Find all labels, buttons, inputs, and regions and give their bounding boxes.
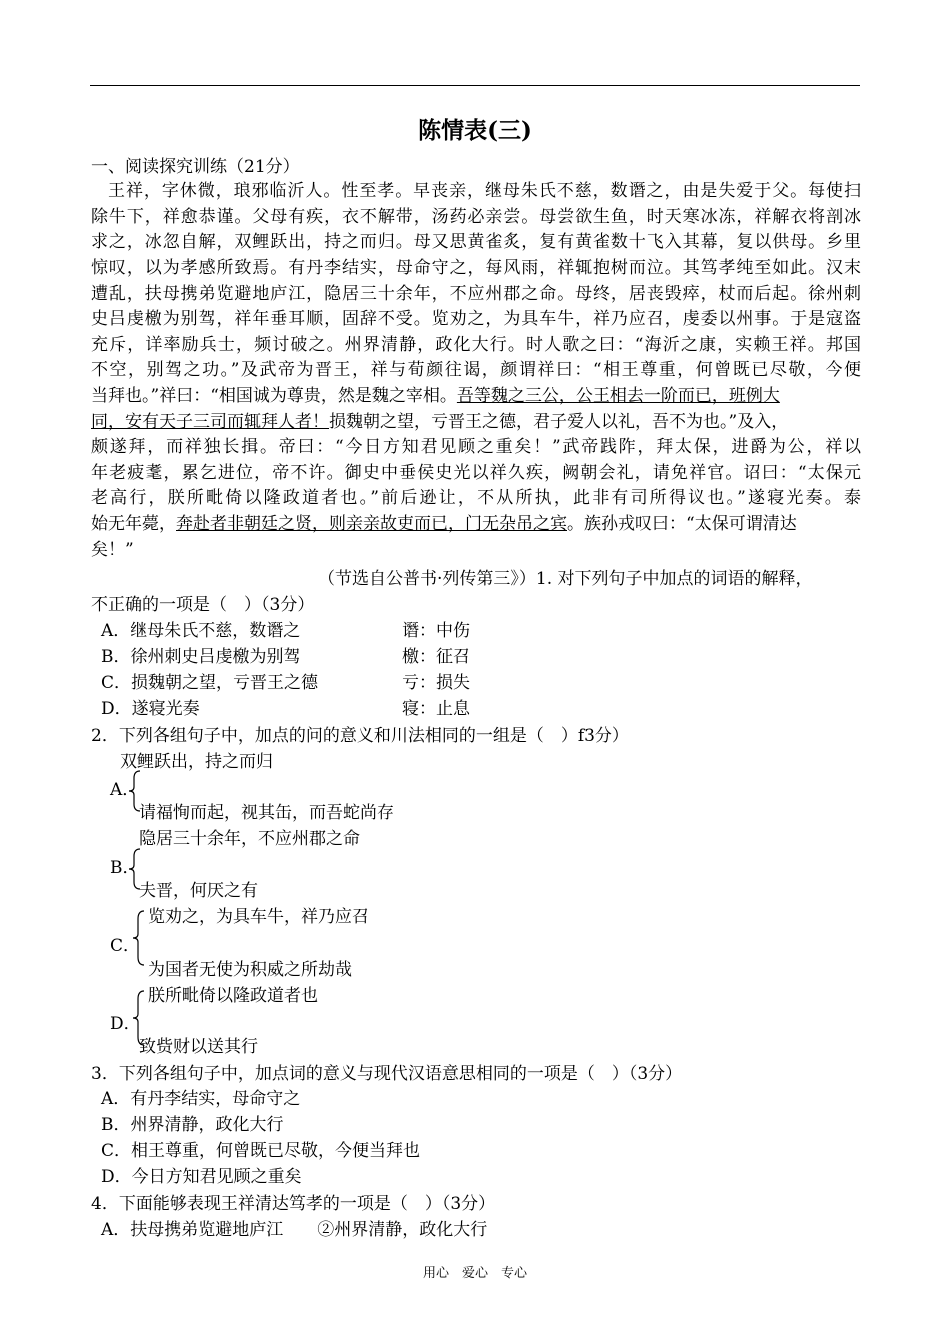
q1-option-c: C．损魏朝之望，亏晋王之德 [101,673,319,693]
q1-gloss-a: 谮：中伤 [402,621,470,641]
passage-line: 颇遂拜，而祥独长揖。帝曰：“今日方知君见顾之重矣！”武帝践阼，拜太保，进爵为公，祥以 [91,437,861,457]
q1-option-d: D．遂寝光奏 [101,699,200,719]
q2-d-bottom: 致赀财以送其行 [139,1037,258,1057]
passage-line: 老高行，朕所毗倚以隆政道者也。”前后逊让，不从所执，此非有司所得议也。”遂寝光奏。泰 [91,488,861,508]
passage-line: 惊叹，以为孝感所致焉。有丹李结实，母命守之，每风雨，祥辄抱树而泣。其笃孝纯至如此。汉末 [91,258,861,278]
q3-option-c: C．相王尊重，何曾既已尽敬，今便当拜也 [101,1141,421,1161]
passage-text: 损魏朝之望，亏晋王之德，君子爱人以礼，吾不为也。”及入， [329,412,789,432]
q1-gloss-b: 檄：征召 [402,647,470,667]
q4-option-a: A．扶母携弟览避地庐江 ②州界清静，政化大行 [101,1220,488,1240]
q2-a-label: A． [110,780,140,800]
passage-line: 除牛下，祥愈恭谨。父母有疾，衣不解带，汤药必亲尝。母尝欲生鱼，时天寒冰冻，祥解衣将剖冰 [91,207,861,227]
q2-c-label: C． [110,936,141,956]
page-footer: 用心 爱心 专心 [422,1266,527,1281]
passage-line: 求之，冰忽自解，双鲤跃出，持之而归。母又思黄雀炙，复有黄雀数十飞入其幕，复以供母。乡里 [91,232,861,252]
q2-b-bottom: 夫晋，何厌之有 [139,881,258,901]
q2-c-top: 览劝之，为具车牛，祥乃应召 [148,907,369,927]
q2-b-top: 隐居三十余年，不应州郡之命 [139,829,360,849]
passage-line: 遭乱，扶母携弟览避地庐江，隐居三十余年，不应州郡之命。母终，居丧毁瘁，杖而后起。徐州刺 [91,284,861,304]
q1-option-b: B．徐州刺史吕虔檄为别驾 [101,647,301,667]
q1-stem-cont: 不正确的一项是（ ）（3分） [91,595,315,615]
passage-line [91,512,797,536]
q3-option-d: D．今日方知君见顾之重矣 [101,1167,302,1187]
passage-text: 。族孙戎叹曰：“太保可谓清达 [567,514,797,534]
passage-line [91,410,788,434]
q2-a-bottom: 请福恂而起，视其缶，而吾蛇尚存 [139,803,394,823]
q3-option-b: B．州界清静，政化大行 [101,1115,284,1135]
passage-text: 始无年薨， [91,514,176,534]
q1-gloss-d: 寝：止息 [402,699,470,719]
passage-line: 不空，别驾之功。”及武帝为晋王，祥与荀颜往谒，颜谓祥曰：“相王尊重，何曾既已尽敬，今便 [91,360,861,380]
passage-line: 年老疲耄，累乞进位，帝不许。御史中垂侯史光以祥久疾，阙朝会礼，请免祥官。诏曰：“太保元 [91,463,861,483]
underlined-passage-text: 同，安有天子三司而辄拜人者！ [91,412,329,432]
passage-text: 当拜也。”祥曰：“相国诚为尊贵，然是魏之宰相。 [91,386,457,406]
q1-gloss-c: 亏：损失 [402,673,470,693]
q2-b-label: B． [110,858,140,878]
q2-stem: 2．下列各组句子中，加点的问的意义和川法相同的一组是（ ）f3分） [91,726,629,746]
q2-d-top: 朕所毗倚以隆政道者也 [148,986,318,1006]
source-and-q1-stem: （节选自公普书·列传第三》）1. 对下列句子中加点的词语的解释， [318,569,813,589]
brace-icon [132,910,146,966]
q2-c-bottom: 为国者无使为积威之所劫哉 [148,960,352,980]
q4-stem: 4．下面能够表现王祥清达笃孝的一项是（ ）（3分） [91,1194,496,1214]
passage-line: 充斥，详率励兵士，频讨破之。州界清静，政化大行。时人歌之曰：“海沂之康，实赖王祥。邦国 [91,335,861,355]
q3-stem: 3．下列各组句子中，加点词的意义与现代汉语意思相同的一项是（ ）（3分） [91,1064,683,1084]
q2-a-top: 双鲤跃出，持之而归 [120,752,273,772]
page-title: 陈情表(三) [418,117,532,144]
q3-option-a: A．有丹李结实，母命守之 [101,1089,301,1109]
passage-line: 矣！” [91,540,134,560]
passage-line: 史吕虔檄为别驾，祥年垂耳顺，固辞不受。览劝之，为具车牛，祥乃应召，虔委以州事。于是寇盗 [91,309,861,329]
underlined-passage-text: 吾等魏之三公，公王相去一阶而已，班例大 [456,386,780,406]
q1-option-a: A．继母朱氏不慈，数谮之 [101,621,301,641]
passage-line [91,384,780,408]
q2-d-label: D． [110,1014,141,1034]
passage-line: 王祥，字休微，琅邪临沂人。性至孝。早丧亲，继母朱氏不慈，数谮之，由是失爱于父。每使扫 [108,181,861,201]
top-rule [90,85,860,86]
section-heading: 一、阅读探究训练（21分） [91,157,300,177]
underlined-passage-text: 奔赴者非朝廷之贤，则亲亲故吏而已，门无杂吊之宾 [176,514,567,534]
